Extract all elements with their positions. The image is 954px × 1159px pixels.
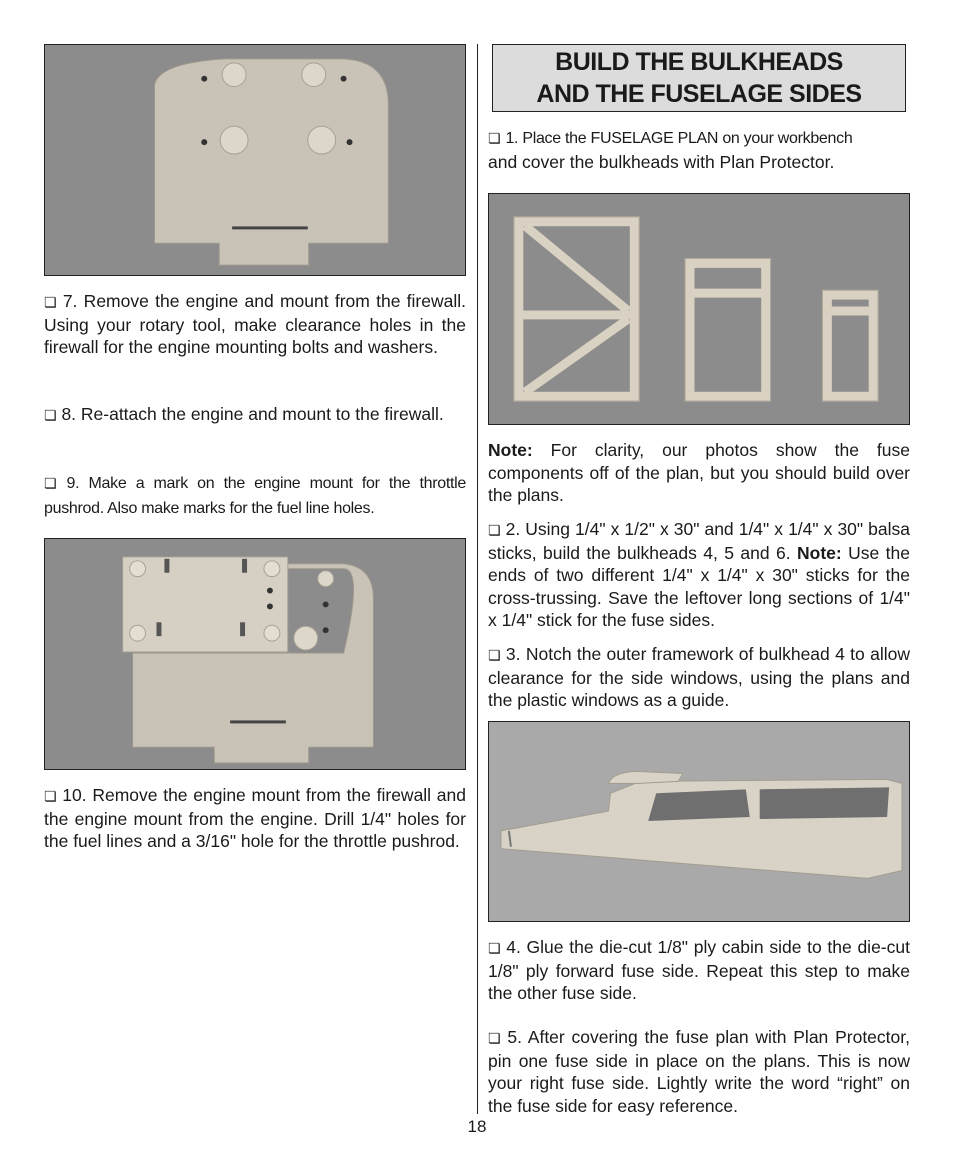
column-divider <box>477 44 478 1114</box>
step-4: ❏ 4. Glue the die-cut 1/8" ply cabin side to the die-cut 1/8" ply forward fuse side. Repeat this step to make the other fuse side. <box>488 937 910 1003</box>
step-1: ❏ 1. Place the FUSELAGE PLAN on your workbench and cover the bulkheads with Plan Protector. <box>488 130 853 172</box>
heading-line-2: AND THE FUSELAGE SIDES <box>536 80 862 108</box>
checkbox-icon[interactable]: ❏ <box>488 1030 501 1046</box>
step-9: ❏ 9. Make a mark on the engine mount for the throttle pushrod. Also make marks for the fuel line holes. <box>44 475 466 517</box>
firewall-clearance-holes-photo <box>44 44 466 276</box>
page-number: 18 <box>467 1117 487 1136</box>
step-2: ❏ 2. Using 1/4" x 1/2" x 30" and 1/4" x 1/4" x 30" balsa sticks, build the bulkheads 4, 5 and 6. Note: Use the ends of two different 1/4" x 1/4" x 30" sticks for the cross-trussing. Save the leftover long sections of 1/4" x 1/4" stick for the fuse sides. <box>488 519 910 630</box>
section-heading <box>492 44 906 112</box>
fuselage-side-photo <box>488 721 910 922</box>
step-7: ❏ 7. Remove the engine and mount from the firewall. Using your rotary tool, make clearance holes in the firewall for the engine mounting bolts and washers. <box>44 291 466 357</box>
checkbox-icon[interactable]: ❏ <box>488 130 501 146</box>
bulkhead-frames-photo <box>488 193 910 425</box>
checkbox-icon[interactable]: ❏ <box>44 294 57 310</box>
checkbox-icon[interactable]: ❏ <box>488 647 501 663</box>
step-3: ❏ 3. Notch the outer framework of bulkhead 4 to allow clearance for the side windows, using the plans and the plastic windows as a guide. <box>488 644 910 710</box>
note-label: Note: <box>488 440 533 460</box>
step-8: ❏ 8. Re-attach the engine and mount to the firewall. <box>44 404 444 424</box>
checkbox-icon[interactable]: ❏ <box>44 407 57 423</box>
checkbox-icon[interactable]: ❏ <box>44 788 57 804</box>
checkbox-icon[interactable]: ❏ <box>44 475 57 491</box>
checkbox-icon[interactable]: ❏ <box>488 940 501 956</box>
step-10: ❏ 10. Remove the engine mount from the firewall and the engine mount from the engine. Drill 1/4" holes for the fuel lines and a 3/16" hole for the throttle pushrod. <box>44 785 466 851</box>
engine-mount-on-firewall-photo <box>44 538 466 770</box>
checkbox-icon[interactable]: ❏ <box>488 522 501 538</box>
heading-line-1: BUILD THE BULKHEADS <box>555 48 843 76</box>
note-paragraph: Note: For clarity, our photos show the fuse components off of the plan, but you should build over the plans. <box>488 440 910 505</box>
step-5: ❏ 5. After covering the fuse plan with Plan Protector, pin one fuse side in place on the plans. This is now your right fuse side. Lightly write the word “right” on the fuse side for easy reference. <box>488 1027 910 1116</box>
